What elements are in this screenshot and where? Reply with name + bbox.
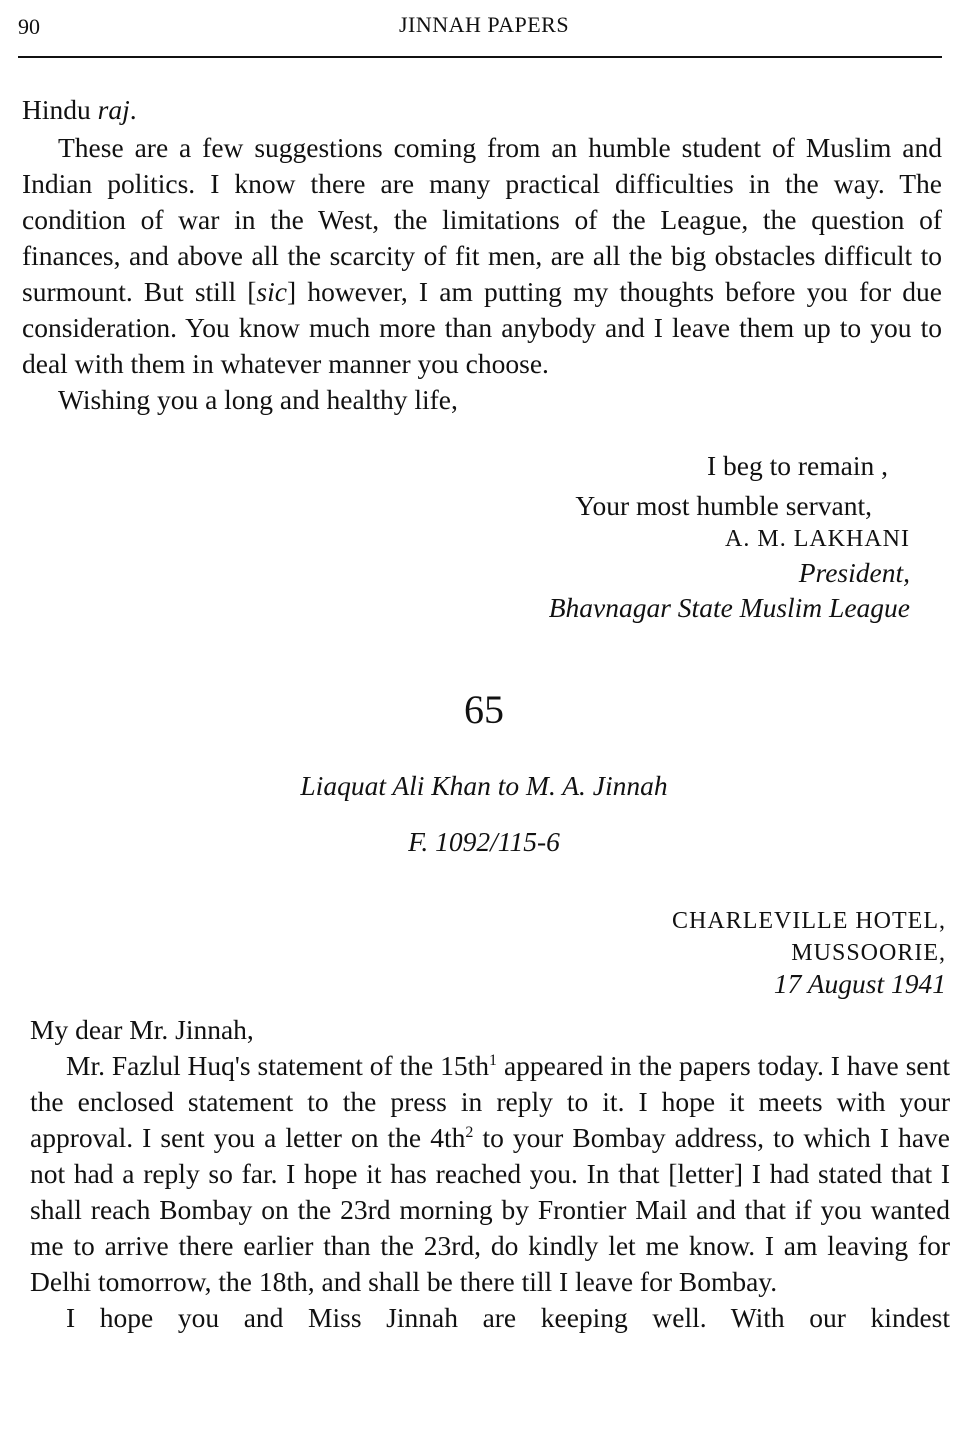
letter-body [30, 1012, 950, 1336]
page-number: 90 [18, 14, 40, 39]
closing-line: Hindu raj. [22, 94, 137, 125]
address-line-town: MUSSOORIE, [791, 940, 946, 966]
document-number: 65 [464, 687, 504, 732]
document-reference: F. 1092/115-6 [408, 826, 560, 857]
header-rule [18, 56, 942, 58]
signatory-organisation: Bhavnagar State Muslim League [548, 592, 910, 623]
footnote-marker-2: 2 [465, 1124, 474, 1141]
document-heading: Liaquat Ali Khan to M. A. Jinnah [300, 770, 668, 801]
signoff-remain: I beg to remain , [707, 450, 888, 481]
signatory-name: A. M. LAKHANI [725, 526, 910, 552]
signoff-servant: Your most humble servant, [575, 490, 872, 521]
letter-paragraph-1: Mr. Fazlul Huq's statement of the $15th^1$ appeared in the papers today. I have sent the enclosed statement to the press in reply to it. I hope it meets with your approval. I sent you a letter on the $4th^2$ to your Bombay address, to which I have not had a reply so far. I hope it has reached you. In that [letter] I had stated that I shall reach Bombay on the 23rd morning by Frontier Mail and that if you wanted me to arrive there earlier than the 23rd, do kindly let me know. I am leaving for Delhi tomorrow, the 18th, and shall be there till I leave for Bombay. [30, 1050, 950, 1297]
signatory-title: President, [798, 557, 910, 588]
paragraph-suggestions: These are a few suggestions coming from an humble student of Muslim and Indian politics. I know there are many practical difficulties in the way. The condition of war in the West, the limitations of the League, the question of finances, and above all the scarcity of fit men, are all the big obstacles difficult to surmount. But still [sic] however, I am putting my thoughts before you for due consideration. You know much more than anybody and I leave them up to you to deal with them in whatever manner you choose. [22, 132, 943, 379]
previous-letter-text [22, 92, 942, 418]
letter-date: 17 August 1941 [773, 968, 946, 999]
running-title: JINNAH PAPERS [398, 12, 570, 37]
letter-paragraph-2: I hope you and Miss Jinnah are keeping well. With our kindest [66, 1302, 950, 1333]
footnote-marker-1: 1 [489, 1052, 498, 1069]
address-line-hotel: CHARLEVILLE HOTEL, [672, 908, 946, 934]
salutation: My dear Mr. Jinnah, [30, 1014, 254, 1045]
paragraph-wishing: Wishing you a long and healthy life, [58, 384, 458, 415]
